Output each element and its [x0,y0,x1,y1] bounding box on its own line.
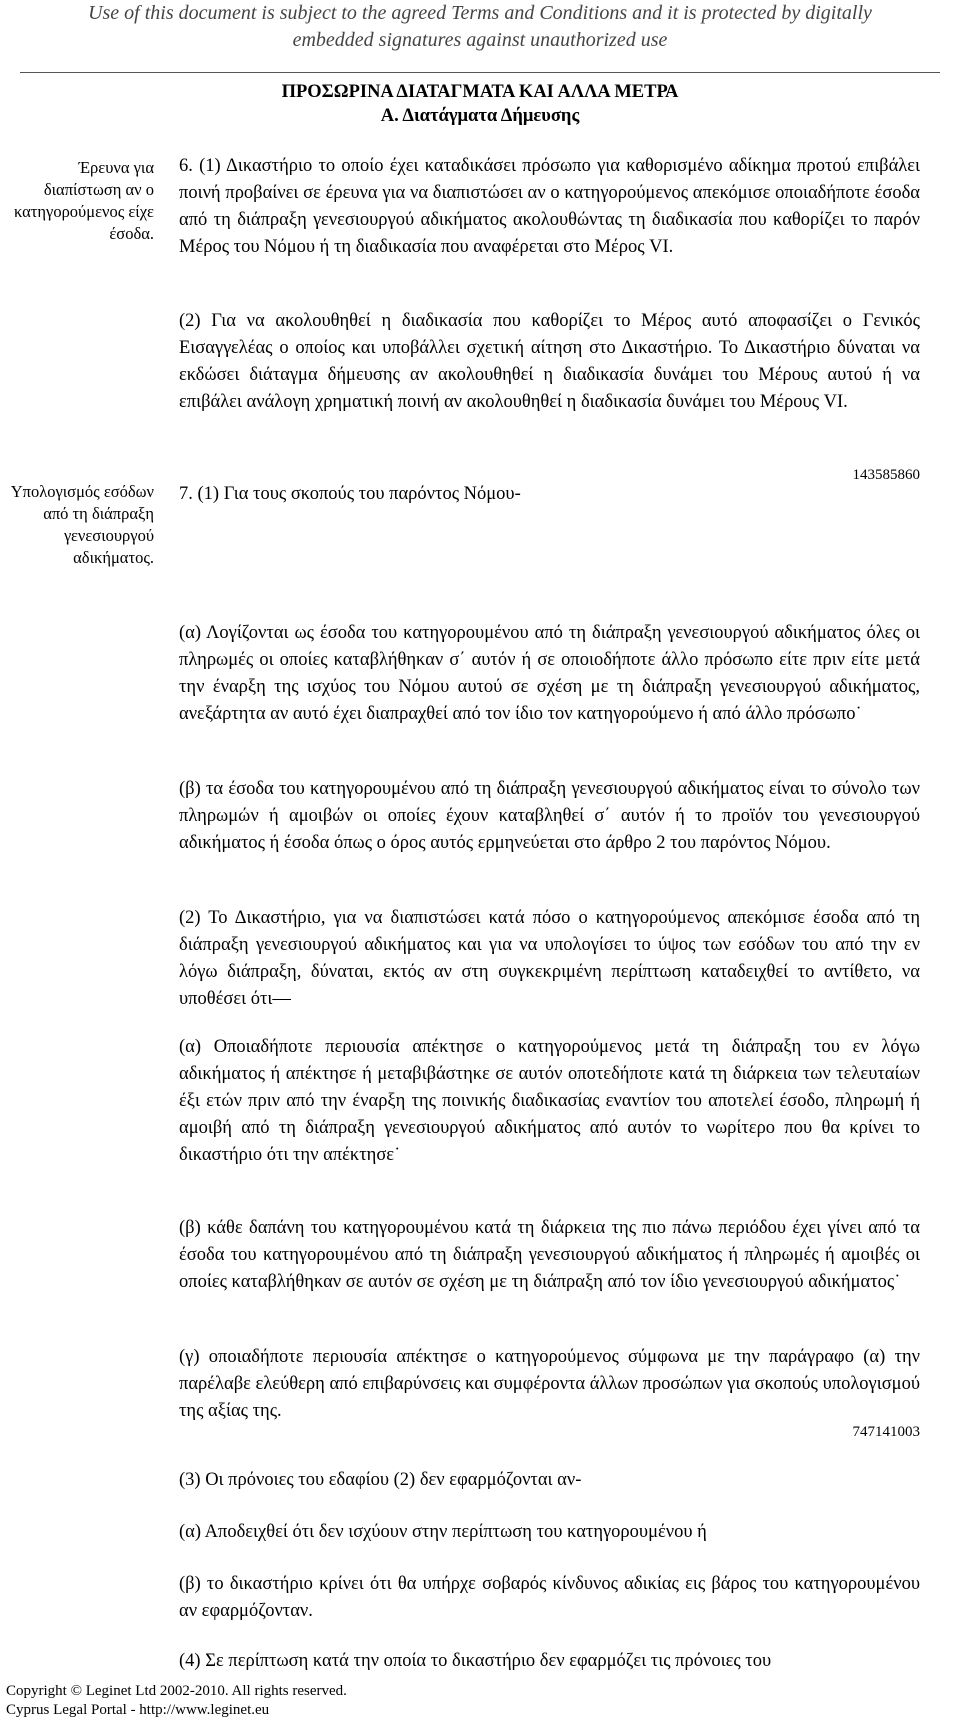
paragraph-6-2: (2) Για να ακολουθηθεί η διαδικασία που καθορίζει το Μέρος αυτό αποφασίζει ο Γενικός Εισαγγελέας ο οποίος και υποβάλλει σχετική αίτηση στο Δικαστήριο. Το Δικαστήριο δύναται να εκδώσει διάταγμα δήμευσης αν ακολουθηθεί η διαδικασία δυνάμει του Μέρους αυτού ή να επιβάλει ανάλογη χρηματική ποινή αν ακολουθηθεί η διαδικασία δυνάμει του Μέρους VI. [179,311,920,412]
margin-note-investigation: Έρευνα για διαπίστωση αν ο κατηγορούμενος είχε έσοδα. [13,158,154,243]
watermark-line-1: Use of this document is subject to the agreed Terms and Conditions and it is protected by digitally [88,2,872,24]
paragraph-7-3: (3) Οι πρόνοιες του εδαφίου (2) δεν εφαρμόζονται αν- [179,1470,582,1490]
footer-portal-link[interactable]: Cyprus Legal Portal - http://www.leginet.eu [6,1702,270,1718]
footer-copyright: Copyright © Leginet Ltd 2002-2010. All rights reserved. [6,1683,347,1699]
paragraph-7-3-a: (α) Αποδειχθεί ότι δεν ισχύουν στην περίπτωση του κατηγορουμένου ή [179,1522,707,1542]
paragraph-7-1-a: (α) Λογίζονται ως έσοδα του κατηγορουμένου από τη διάπραξη γενεσιουργού αδικήματος όλες οι πληρωμές οι οποίες καταβλήθηκαν σ΄ αυτόν ή σε οποιοδήποτε άλλο πρόσωπο είτε πριν είτε μετά την έναρξη της ισχύος του Νόμου αυτού σε σχέση με τη διάπραξη γενεσιουργού αδικήματος, ανεξάρτητα αν αυτό έχει διαπραχθεί από τον ίδιο τον κατηγορούμενο ή από άλλο πρόσωπο˙ [179,623,920,724]
paragraph-7-2-c: (γ) οποιαδήποτε περιουσία απέκτησε ο κατηγορούμενος σύμφωνα με την παράγραφο (α) την παρέλαβε ελεύθερη από επιβαρύνσεις και συμφέροντα άλλων προσώπων για σκοπούς υπολογισμού της αξίας της. [179,1347,920,1421]
paragraph-7-1: 7. (1) Για τους σκοπούς του παρόντος Νόμου- [179,484,521,504]
margin-note-income-calculation: Υπολογισμός εσόδων από τη διάπραξη γενεσιουργού αδικήματος. [10,482,154,567]
watermark-line-2: embedded signatures against unauthorized use [292,29,668,51]
watermark-notice [0,0,960,54]
paragraph-6-1: 6. (1) Δικαστήριο το οποίο έχει καταδικάσει πρόσωπο για καθορισμένο αδίκημα προτού επιβάλει ποινή προβαίνει σε έρευνα για να διαπιστώσει αν ο κατηγορούμενος απεκόμισε οποιαδήποτε έσοδα από τη διάπραξη γενεσιουργού αδικήματος ακολουθώντας τη διαδικασία που καθορίζει το παρόν Μέρος του Νόμου ή τη διαδικασία που αναφέρεται στο Μέρος VI. [179,156,920,257]
section-heading: ΠΡΟΣΩΡΙΝΑ ΔΙΑΤΑΓΜΑΤΑ ΚΑΙ ΑΛΛΑ ΜΕΤΡΑ [281,82,679,102]
paragraph-7-1-b: (β) τα έσοδα του κατηγορουμένου από τη διάπραξη γενεσιουργού αδικήματος είναι το σύνολο των πληρωμών ή αμοιβών οι οποίες έχουν καταβληθεί σ΄ αυτόν ή το προϊόν του γενεσιουργού αδικήματος ή έσοδα όπως ο όρος αυτός ερμηνεύεται στο άρθρο 2 του παρόντος Νόμου. [179,779,920,853]
header-divider [20,72,940,73]
document-reference-2: 747141003 [852,1424,920,1440]
paragraph-7-4: (4) Σε περίπτωση κατά την οποία το δικαστήριο δεν εφαρμόζει τις πρόνοιες του [179,1651,772,1671]
paragraph-7-3-b: (β) το δικαστήριο κρίνει ότι θα υπήρχε σοβαρός κίνδυνος αδικίας εις βάρος του κατηγορουμένου αν εφαρμόζονταν. [179,1574,920,1621]
section-subheading: Α. Διατάγματα Δήμευσης [380,106,580,126]
paragraph-7-2-a: (α) Οποιαδήποτε περιουσία απέκτησε ο κατηγορούμενος μετά τη διάπραξη του εν λόγω αδικήματος ή απέκτησε ή μεταβιβάστηκε σε αυτόν οποτεδήποτε κατά τη διάρκεια των τελευταίων έξι ετών πριν από την έναρξη της ποινικής διαδικασίας εναντίον του αποτελεί έσοδο, πληρωμή ή αμοιβή από τη διάπραξη γενεσιουργού αδικήματος από αυτόν το νωρίτερο που θα κρίνει το δικαστήριο ότι την απέκτησε˙ [179,1037,920,1165]
paragraph-7-2-b: (β) κάθε δαπάνη του κατηγορουμένου κατά τη διάρκεια της πιο πάνω περιόδου έχει γίνει από τα έσοδα του κατηγορουμένου από τη διάπραξη γενεσιουργού αδικήματος ή πληρωμές ή αμοιβές οι οποίες καταβλήθηκαν σε αυτόν σε σχέση με τη διάπραξη από τον ίδιο γενεσιουργού αδικήματος˙ [179,1218,920,1292]
paragraph-7-2: (2) Το Δικαστήριο, για να διαπιστώσει κατά πόσο ο κατηγορούμενος απεκόμισε έσοδα από τη διάπραξη γενεσιουργού αδικήματος και για να υπολογίσει το ύψος των εσόδων του από την εν λόγω διάπραξη, δύναται, εκτός αν στη συγκεκριμένη περίπτωση καταδειχθεί το αντίθετο, να υποθέσει ότι— [179,908,920,1009]
document-reference-1: 143585860 [852,467,920,483]
